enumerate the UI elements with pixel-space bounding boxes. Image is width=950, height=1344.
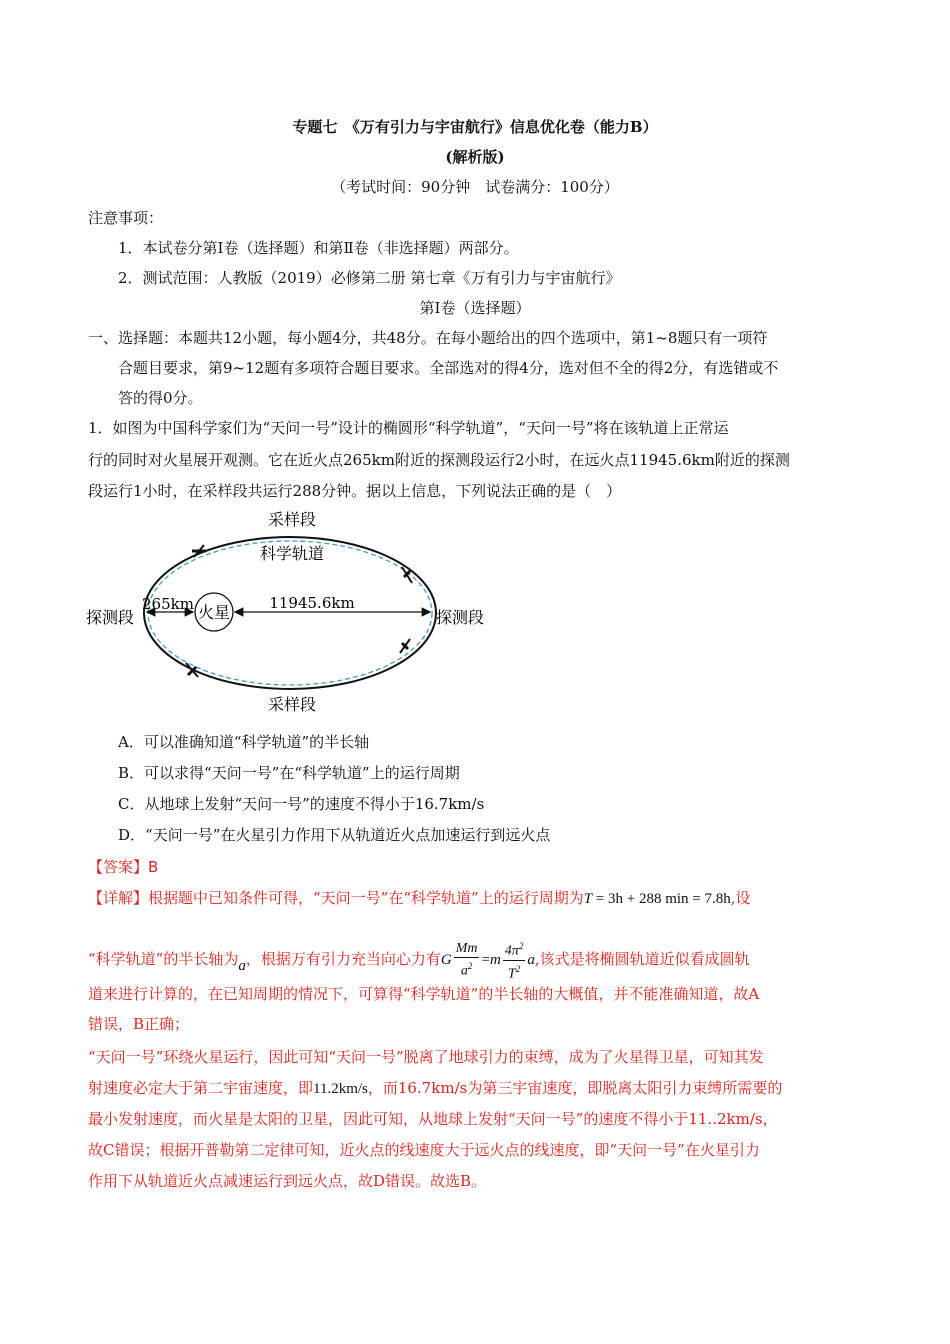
formula-equals: = xyxy=(481,952,490,969)
analysis-line-5: “天问一号”环绕火星运行，因此可知“天问一号”脱离了地球引力的束缚，成为了火星得卫星，可知其发 xyxy=(88,1048,764,1066)
analysis-l2-tail: ,该式是将椭圆轨道近似看成圆轨 xyxy=(534,950,750,969)
section-title: 第Ⅰ卷（选择题） xyxy=(419,299,531,317)
notice-item-2: 2．测试范围：人教版（2019）必修第二册 第七章《万有引力与宇宙航行》 xyxy=(118,269,621,287)
analysis-line-7: 最小发射速度，而火星是太阳的卫星，因此可知，从地球上发射“天问一号”的速度不得小于11..2km/s， xyxy=(88,1110,778,1128)
label-sampling-top: 采样段 xyxy=(267,510,317,529)
analysis-line-6 xyxy=(88,1078,782,1099)
question-1-line-1: 1．如图为中国科学家们为“天问一号”设计的椭圆形“科学轨道”，“天问一号”将在该轨道上正常运 xyxy=(88,419,729,437)
formula-period-body: = 3h + 288 min = 7.8h xyxy=(592,891,731,907)
orbit-diagram xyxy=(80,505,500,720)
analysis-l6-b: ，而16.7km/s为第三宇宙速度，即脱离太阳引力束缚所需要的 xyxy=(367,1079,783,1097)
label-detection-left: 探测段 xyxy=(86,608,135,627)
question-1-line-2: 行的同时对火星展开观测。它在近火点265km附近的探测段运行2小时，在远火点11945.6km附近的探测 xyxy=(88,451,790,469)
formula-g: G xyxy=(440,952,452,969)
analysis-line-8: 故C错误；根据开普勒第二定律可知，近火点的线速度大于远火点的线速度，即“天问一号”在火星引力 xyxy=(88,1141,760,1159)
formula-m: m xyxy=(489,952,501,969)
label-far-distance: 11945.6km xyxy=(269,594,355,612)
second-cosmic-velocity: 11.2km/s xyxy=(313,1081,368,1097)
analysis-label: 【详解】 xyxy=(88,889,149,907)
analysis-l2-text2: ，根据万有引力充当向心力有 xyxy=(245,950,441,969)
notice-heading: 注意事项： xyxy=(88,209,164,227)
answer-label: 【答案】 xyxy=(88,858,149,876)
option-a: A．可以准确知道“科学轨道”的半长轴 xyxy=(118,733,370,751)
formula-period-symbol: T xyxy=(583,891,593,907)
label-sampling-bottom: 采样段 xyxy=(267,695,317,714)
formula-fraction-centripetal xyxy=(503,938,526,982)
analysis-line-4: 错误，B正确； xyxy=(88,1015,190,1033)
label-detection-right: 探测段 xyxy=(436,608,485,627)
fraction-den-t: $T^2$ xyxy=(507,963,521,982)
exam-info: （考试时间：90分钟 试卷满分：100分） xyxy=(331,178,619,196)
notice-item-1: 1．本试卷分第Ⅰ卷（选择题）和第Ⅱ卷（非选择题）两部分。 xyxy=(118,239,519,257)
option-c: C．从地球上发射“天问一号”的速度不得小于16.7km/s xyxy=(118,795,485,813)
sampling-marker-bottom-right xyxy=(400,639,410,653)
analysis-line-9: 作用下从轨道近火点减速运行到远火点，故D错误。故选B。 xyxy=(88,1172,487,1190)
label-mars: 火星 xyxy=(197,603,231,622)
formula-fraction-gravity xyxy=(454,941,480,980)
label-near-distance: 265km xyxy=(142,595,194,613)
label-science-orbit: 科学轨道 xyxy=(259,544,325,563)
analysis-l1-tail: ,设 xyxy=(730,889,751,907)
option-b: B．可以求得“天问一号”在“科学轨道”上的运行周期 xyxy=(118,764,460,782)
instructions-line-1: 一、选择题：本题共12小题，每小题4分，共48分。在每小题给出的四个选项中，第1~8题只有一项符 xyxy=(88,329,768,347)
question-1-line-3: 段运行1小时，在采样段共运行288分钟。据以上信息，下列说法正确的是（ ） xyxy=(88,482,622,500)
instructions-line-3: 答的得0分。 xyxy=(118,389,203,407)
answer-value: B xyxy=(148,858,159,876)
analysis-line-3: 道来进行计算的，在已知周期的情况下，可算得“科学轨道”的半长轴的大概值，并不能准确知道，故A xyxy=(88,985,760,1003)
semi-major-axis-symbol: a xyxy=(238,958,246,975)
analysis-line-1 xyxy=(88,888,751,909)
fraction-num-mm: Mm xyxy=(455,940,478,956)
document-subtitle: (解析版) xyxy=(445,148,505,166)
analysis-l6-a: 射速度必定大于第二宇宙速度，即 xyxy=(88,1079,314,1097)
instructions-line-2: 合题目要求，第9~12题有多项符合题目要求。全部选对的得4分，选对但不全的得2分，有选错或不 xyxy=(118,359,779,377)
document-title: 专题七 《万有引力与宇宙航行》信息优化卷（能力B） xyxy=(292,118,658,136)
fraction-num-4pi: $4\pi^2$ xyxy=(503,938,526,961)
fraction-den-a: $a^2$ xyxy=(460,960,473,979)
formula-a: a xyxy=(527,952,535,969)
option-d: D．“天问一号”在火星引力作用下从轨道近火点加速运行到远火点 xyxy=(118,826,551,844)
answer-line xyxy=(88,857,158,877)
analysis-line-2 xyxy=(88,938,750,982)
analysis-l1-text: 根据题中已知条件可得，“天问一号”在“科学轨道”上的运行周期为 xyxy=(148,889,584,907)
analysis-l2-text: “科学轨道”的半长轴为 xyxy=(88,950,239,969)
